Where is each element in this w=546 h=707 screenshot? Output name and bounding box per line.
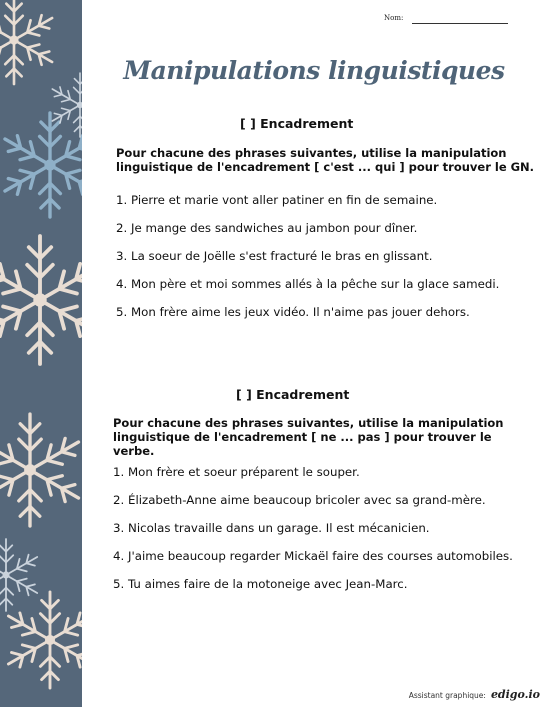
list-item: 3. La soeur de Joëlle s'est fracturé le bras en glissant. <box>116 249 433 263</box>
name-label: Nom: <box>384 14 404 22</box>
worksheet-page <box>82 0 546 707</box>
snowflake-sidebar <box>0 0 82 707</box>
name-input-line[interactable] <box>412 23 508 24</box>
list-item: 3. Nicolas travaille dans un garage. Il est mécanicien. <box>113 521 430 535</box>
list-item: 2. Je mange des sandwiches au jambon pour dîner. <box>116 221 418 235</box>
list-item: 4. J'aime beaucoup regarder Mickaël faire des courses automobiles. <box>113 549 513 563</box>
footer-credit <box>409 688 540 701</box>
list-item: 5. Tu aimes faire de la motoneige avec Jean-Marc. <box>113 577 408 591</box>
section-1-heading: [ ] Encadrement <box>240 116 354 131</box>
list-item: 1. Mon frère et soeur préparent le souper. <box>113 465 360 479</box>
brand-logo[interactable]: edigo.io <box>490 688 540 701</box>
list-item: 5. Mon frère aime les jeux vidéo. Il n'aime pas jouer dehors. <box>116 305 470 319</box>
section-1-instruction: Pour chacune des phrases suivantes, utilise la manipulation linguistique de l'encadrement [ c'est ... qui ] pour trouver le GN. <box>116 146 535 174</box>
list-item: 4. Mon père et moi sommes allés à la pêche sur la glace samedi. <box>116 277 500 291</box>
page-title: Manipulations linguistiques <box>123 56 505 85</box>
section-2-list <box>113 465 513 605</box>
section-2-heading: [ ] Encadrement <box>236 387 350 402</box>
list-item: 2. Élizabeth-Anne aime beaucoup bricoler avec sa grand-mère. <box>113 493 486 507</box>
list-item: 1. Pierre et marie vont aller patiner en fin de semaine. <box>116 193 438 207</box>
section-1-list <box>116 193 499 333</box>
snowflake-pattern-icon <box>0 0 82 707</box>
footer-label: Assistant graphique: <box>408 691 486 700</box>
section-2-instruction: Pour chacune des phrases suivantes, utilise la manipulation linguistique de l'encadrement [ ne ... pas ] pour trouver le verbe. <box>113 416 504 458</box>
